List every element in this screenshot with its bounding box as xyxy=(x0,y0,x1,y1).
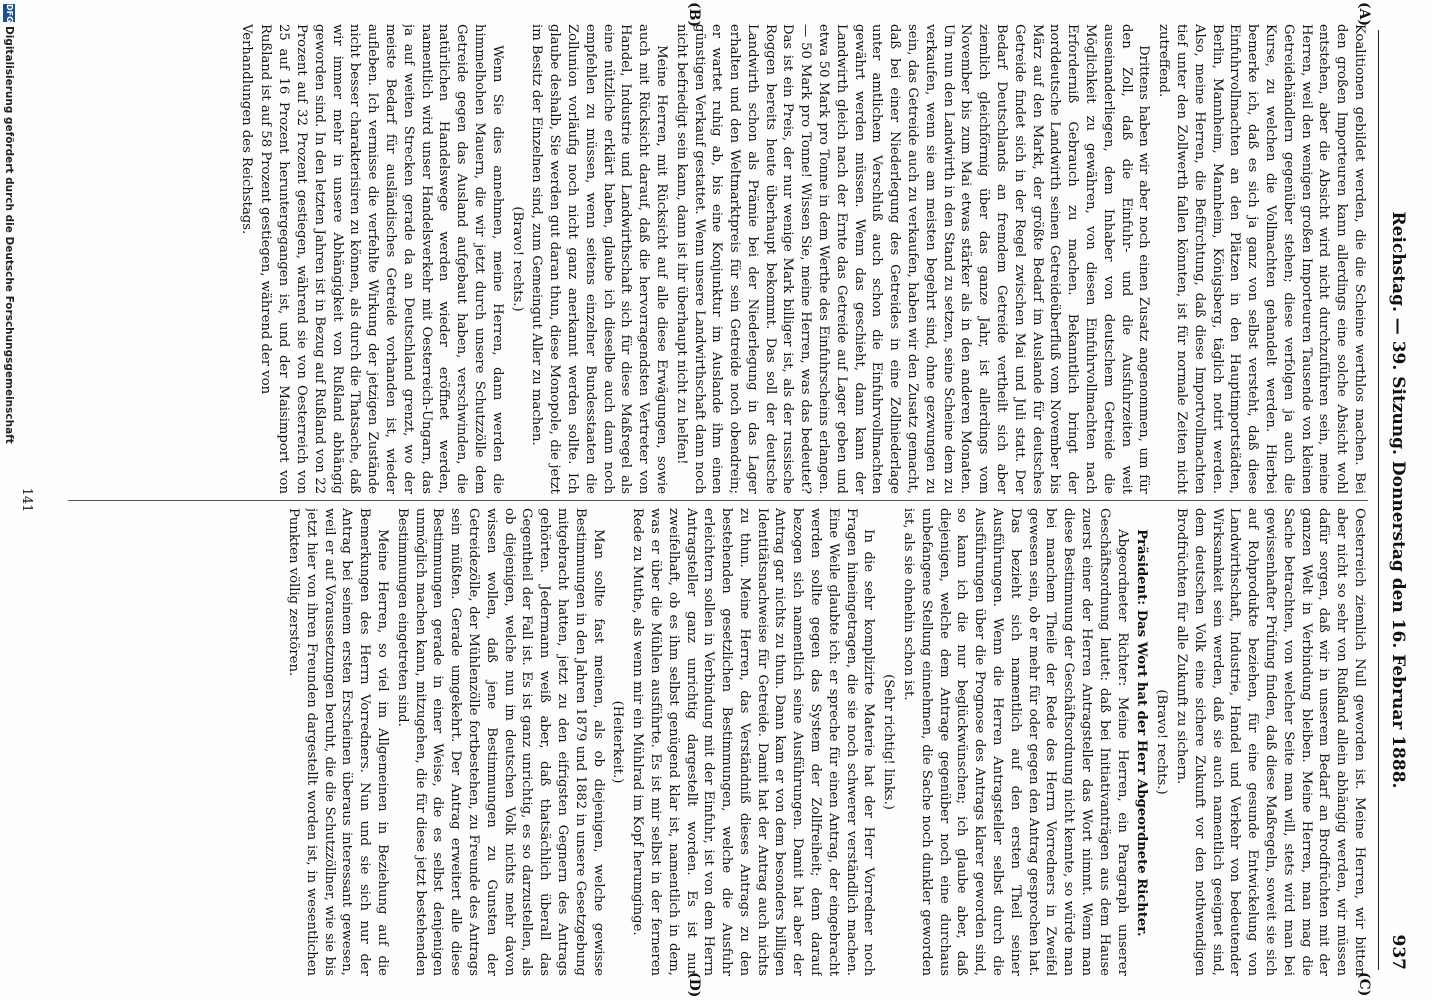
paragraph: Meine Herren, so viel im Allgemeinen in Beziehung auf die Bemerkungen des Herrn Vorredners. Nun und sie sich nur der Antrag bei seinem ersten Erscheinen überaus interessant gewesen, weil er auf Voraussetzungen beruht, die die Schutzzöllner, wie sie bis jetzt hier von ihren Freunden dargestellt worden ist, in wesentlichen Punkten völlig zerstören. xyxy=(285,508,390,976)
paragraph: Meine Herren, mit Rücksicht auf alle diese Erwägungen, sowie auch mit Rücksicht darauf, daß die hervorragendsten Vertreter von Handel, Industrie und Landwirthschaft sich für diese Maßregel als eine nützliche erklärt haben, glaube ich dieselbe auch dann noch empfehlen zu müssen, wenn seitens einzelner Bundesstaaten die Zollunion vorläufig noch nicht ganz anerkannt werden sollte. Ich glaube deshalb, Sie werden gut daran thun, diese Monopole, die jetzt im Besitz der Einzelnen sind, zum Gemeingut Aller zu machen. xyxy=(529,24,669,494)
header-rule xyxy=(1378,30,1379,970)
paragraph: Man sollte fast meinen, als ob diejenigen, welche gewisse Bestimmungen in den Jahren 1879 und 1882 in unsere Gesetzgebung mitgebracht hatten, jetzt zu den eifrigsten Gegnern des Antrags gehörten. Jedermann weiß aber, daß thatsächlich überall das Gegentheil der Fall ist. Es ist ganz unrichtig, es so darzustellen, als ob diejenigen, welche nun im deutschen Volk nichts mehr davon wissen wollen, daß jene Bestimmungen zu Gunsten der Getreidezölle, der Mühlenzölle fortbestehen, zu Freunde des Antrags sein müßten. Gerade umgekehrt. Der Antrag erweitert alle diese Bestimmungen gerade in einer Weise, die es selbst denjenigen unmöglich machen kann, mitzugehen, die für diese jetzt bestehenden Bestimmungen eingetreten sind. xyxy=(394,508,606,976)
paragraph: Wenn Sie dies annehmen, meine Herren, dann werden die himmelhohen Mauern, die wir jetzt durch unsere Schutzzölle dem Getreide gegen das Ausland aufgebaut haben, verschwinden, die natürlichen Handelswege werden wieder eröffnet werden, namentlich wird unser Handelsverkehr mit Oesterreich-Ungarn, das ja auf weiten Strecken gerade da an Deutschland grenzt, wo der meiste Bedarf für ausländisches Getreide vorhanden ist, wieder aufleben. Ich vermisse die verfehlte Wirkung der jetzigen Zustände nicht besser charakterisiren zu können, als durch die Thatsache, daß wir immer mehr in unsere Abhängigkeit von Rußland abhängig geworden sind. In den letzten Jahren ist in Bezug auf Rußland von 22 Prozent auf 32 Prozent gestiegen, während sie von Oesterreich von 25 auf 16 Prozent heruntergegangen ist, und der Maisimport von Rußland ist auf 58 Prozent gestiegen, während der von xyxy=(258,24,505,494)
footer-page-number: 141 xyxy=(19,487,34,513)
header-page-number: 937 xyxy=(1388,934,1408,970)
left-column xyxy=(48,24,1368,494)
footer-publication: Verhandlungen des Reichstags. xyxy=(238,24,254,235)
margin-marker-a: (A) xyxy=(1356,2,1372,27)
page-header xyxy=(1378,30,1414,970)
column-separator xyxy=(68,500,1368,501)
paragraph: Drittens haben wir aber noch einen Zusatz angenommen, um für den Zoll, daß die Einfuhr- und die Ausfuhrzeiten weit auseinanderliegen, dem Inhaber von deutschem Getreide die Möglichkeit zu gewähren, von diesen Einfuhrvollmachten nach Erforderniß Gebrauch zu machen. Bekanntlich bringt der norddeutsche Landwirth seinen Getreideüberfluß vom November bis März auf den Markt, der größte Bedarf im Auslande für deutsches Getreide findet sich in der Regel zwischen Mai und Juli statt. Der Bedarf Deutschlands an fremdem Getreide vertheilt sich aber ziemlich gleichförmig über das ganze Jahr, ist allerdings vom November bis zum Mai etwas stärker als in den anderen Monaten. Um nun den Landwirth in den Stand zu setzen, seine Scheine dem zu verkaufen, wenn sie am meisten begehrt sind, ohne gezwungen zu sein, das Getreide auch zu verkaufen, haben wir den Zusatz gemacht, daß bei einer Niederlegung des Getreides in eine Zollniederlage unter amtlichem Verschluß auch schon die Einfuhrvollmachten gewährt werden müssen. Wenn das geschieht, dann kann der Landwirth gleich nach der Ernte das Getreide auf Lager geben und etwa 50 Mark pro Tonne in dem Werthe des Einfuhrscheins erlangen. — 50 Mark pro Tonne! Wissen Sie, meine Herren, was das bedeutet? Das ist ein Preis, der nur wenige Mark billiger ist, als der russische Roggen bereits heute überhaupt bekommt. Das soll der deutsche Landwirth schon als Prämie bei der Niederlegung in das Lager erhalten und den Weltmarktpreis für sein Getreide noch obendrein; er wartet ruhig ab, bis eine Konjunktur im Auslande ihm einen günstigen Verkauf gestattet. Wenn unsere Landwirthschaft dann noch nicht befriedigt sein kann, dann ist ihr überhaupt nicht zu helfen! xyxy=(673,24,1152,494)
paragraph: Oesterreich ziemlich Null geworden ist. Meine Herren, wir bitten aber nicht so sehr von Rußland allein abhängig werden, wir müssen dafür sorgen, daß wir in unserem Bedarf an Brodfrüchten mit der ganzen Welt in Verbindung bleiben. Meine Herren, man mag die Sache betrachten, von welcher Seite man will, stets wird man bei gewissenhafter Prüfung finden, daß diese Maßregeln, soweit sie sich auf Rohprodukte beziehen, für eine gesunde Entwickelung von Landwirthschaft, Industrie, Handel und Verkehr von bedeutender Wirksamkeit sein werden, daß sie auch namentlich geeignet sind, dem deutschen Volk eine sichere Zukunft vor den nothwendigen Brodfrüchten für alle Zukunft zu sichern. xyxy=(1174,508,1367,976)
header-title: Reichstag. — 39. Sitzung. Donnerstag den 16. Februar 1888. xyxy=(1388,211,1408,789)
paragraph: Abgeordneter Richter: Meine Herren, ein Paragraph unserer Geschäftsordnung lautet: daß bei Initiativanträgen aus dem Hause zuerst einer der Herren Antragsteller das Wort nimmt. Wenn man diese Bestimmung der Geschäftsordnung nicht kennte, so würde man bei manchem Theile der Rede des Herrn Vorredners in Zweifel gewesen sein, ob er mehr für oder gegen den Antrag gesprochen hat. Das bezieht sich namentlich auf den ersten Theil seiner Ausführungen. Wenn die Herren Antragsteller selbst durch die Ausführungen über die Prognose des Antrags klarer geworden sind, so kann ich die nur beglückwünschen; ich glaube aber, daß diejenigen, welche dem Antrage gegenüber noch eine durchaus unbefangene Stellung einnehmen, die Sache noch dunkler geworden ist, als sie ohnehin schon ist. xyxy=(901,508,1130,976)
speaker-line: Präsident: Das Wort hat der Herr Abgeordnete Richter. xyxy=(1134,529,1150,937)
interjection: (Bravo! rechts.) xyxy=(1154,689,1170,795)
digitization-note: Digitalisierung gefördert durch die Deutsche Forschungsgemeinschaft xyxy=(3,26,15,444)
paragraph: Koalitionen gebildet werden, die die Scheine werthlos machen. Bei den großen Importeuren kann allerdings eine solche Absicht wohl entstehen, aber die Absicht wird nicht durchzuführen sein, meine Herren, weil den wenigen großen Importeuren Tausende von kleinen Getreidehändlern gegenüber stehen; diese verfolgen ja auch die Kurse, zu welchen die Vollmachten gehandelt werden. Hierbei bemerke ich, daß es sich ja ganz von selbst versteht, daß diese Einfuhrvollmachten an den Plätzen in den Hauptimportstädten, Berlin, Mannheim, Mannheim, Königsberg, täglich notirt werden. Also, meine Herren, die Befürchtung, daß diese Importvollmachten tief unter den Zollwerth fallen könnten, ist für normale Zeiten nicht zutreffend. xyxy=(1156,24,1367,494)
margin-marker-d: (D) xyxy=(686,972,702,998)
interjection: (Heiterkeit.) xyxy=(610,700,626,784)
right-column xyxy=(48,508,1368,976)
digitization-bar xyxy=(0,0,16,1000)
margin-marker-b: (B) xyxy=(686,2,702,28)
interjection: (Bravo! rechts.) xyxy=(509,206,525,312)
paragraph: In die sehr komplizirte Materie hat der Herr Vorredner noch Fragen hineingetragen, die sie noch schwerer verständlich machen. Eine Weile glaubte ich: er spreche für einen Antrag, der eingebracht werden sollte gegen das System der Zollfreiheit; denn darauf bezogen sich namentlich seine Ausführungen. Damit hat aber der Antrag gar nichts zu thun. Dann kam er von dem besonders billigen Identitätsnachweise für Getreide. Damit hat der Antrag auch nichts zu thun. Meine Herren, das Verständniß dieses Antrags zu den bestehenden gesetzlichen Bestimmungen, welche die Ausfuhr erleichtern sollen in Verbindung mit der Einfuhr, ist von dem Herrn Antragsteller ganz unrichtig dargestellt worden. Es ist nur zweifelhaft, ob es ihm selbst genügend klar ist, namentlich in dem, was er über die Mühlen ausführte. Es ist mir selbst in der ferneren Rede zu Muthe, als wenn mir ein Mühlrad im Kopf herumginge. xyxy=(630,508,877,976)
dfg-logo-icon: DFG xyxy=(5,4,14,23)
margin-marker-c: (C) xyxy=(1356,972,1372,997)
interjection: (Sehr richtig! links.) xyxy=(881,674,897,810)
